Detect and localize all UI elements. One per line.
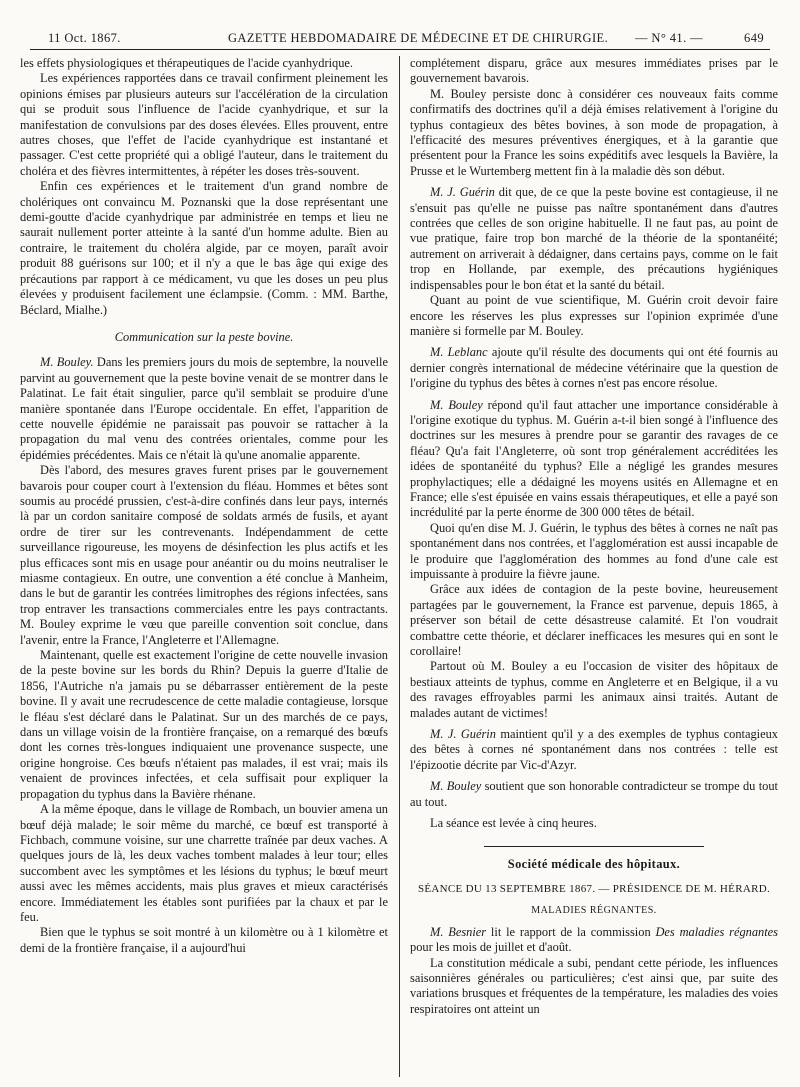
paragraph [410,779,778,810]
paragraph [410,925,778,956]
paragraph-text: répond qu'il faut attacher une importance considérable à l'origine exotique du typhus. M. Guérin a-t-il bien songé à l'influence des doctrines sur les mesures à prendre pour se garantir des ravages de ce fléau? Qu'a fait l'Angleterre, où sont trop généralement accréditées les idées de spontanéité du typhus? Elle a négligé les grandes mesures prophylactiques; elle a dédaigné les moyens usités en Allemagne et en France; elle s'est épuisée en vains essais thérapeutiques, et elle a payé son incrédulité par la perte énorme de 300 000 têtes de bétail. [410,397,778,520]
paragraph: La constitution médicale a subi, pendant cette période, les influences saisonnières générales ou particulières; c'est ainsi que, par suite des variations brusques et fréquentes de la température, les maladies des voies respiratoires ont atteint un [410,955,778,1016]
paragraph: Partout où M. Bouley a eu l'occasion de visiter des hôpitaux de bestiaux atteints de typhus, comme en Angleterre et en Belgique, il a vu des ravages effroyables parmi les animaux ainsi traités. Autant de malades autant de victimes! [410,659,778,720]
paragraph [20,355,388,463]
section-heading: Communication sur la peste bovine. [114,329,294,344]
paragraph-text: lit le rapport de la commission [486,924,656,939]
paragraph-text: ajoute qu'il résulte des documents qui ont été fournis au dernier congrès international de médecine vétérinaire que la question de l'origine du typhus des bêtes à cornes n'est pas encore résolue. [410,345,778,391]
header-date: 11 Oct. 1867. [48,31,121,45]
speaker-name: M. Bouley [430,397,483,412]
speaker-name: M. Bouley. [40,355,94,370]
header-page-number: 649 [744,31,764,45]
section-rule [484,846,704,847]
paragraph-text: Dans les premiers jours du mois de septembre, la nouvelle parvint au gouvernement que la peste bovine venait de se montrer dans le Palatinat. Le fait était singulier, parce qu'il semblait se produire d'une manière spontanée dans l'Europe occidentale. En effet, l'apparition de cette nouvelle épidémie ne paraissait pas pouvoir se rattacher à la propagation du mal venu des contrées orientales, comme pour les épidémies précédentes. Mais ce n'était là qu'une anomalie apparente. [20,355,388,462]
paragraph: Grâce aux idées de contagion de la peste bovine, heureusement partagées par le gouvernement, la France est parvenue, depuis 1865, à préserver son bétail de cette désastreuse calamité. Et l'on voudrait combattre cette théorie, et déclarer inefficaces les mesures qui en sont le corollaire! [410,582,778,659]
paragraph [410,398,778,521]
report-title: Des maladies régnantes [655,924,778,939]
paragraph-text: soutient que son honorable contradicteur se trompe du tout au tout. [410,779,778,809]
paragraph: Enfin ces expériences et le traitement d'un grand nombre de cholériques ont convaincu M. Poznanski que la dose représentant une demi-goutte d'acide cyanhydrique par administrée en temps et lieu ne saurait nullement porter atteinte à la santé d'un homme adulte. Bien au contraire, le traitement du choléra algide, par ce moyen, paraît avoir produit 88 guérisons sur 100; et il n'y a que le bas âge qui exige des précautions par rapport à ce médicament, vu que les doses un peu plus élevées y produisent facilement une éclampsie. (Comm. : MM. Barthe, Béclard, Mialhe.) [20,179,388,317]
paragraph: Quoi qu'en dise M. J. Guérin, le typhus des bêtes à cornes ne naît pas spontanément dans nos contrées, et l'agglomération est aussi incapable de le produire que l'agglomération des hommes au fond d'une cale est impuissante à produire la fièvre jaune. [410,520,778,581]
paragraph-text: maintient qu'il y a des exemples de typhus contagieux des bêtes à cornes né spontanément dans nos contrées : telle est l'épizootie décrite par Vic-d'Azyr. [410,727,778,772]
left-column [20,56,388,1077]
column-divider [399,56,400,1077]
speaker-name: M. Bouley [430,779,482,794]
running-header [30,29,770,50]
paragraph: A la même époque, dans le village de Rombach, un bouvier amena un bœuf déjà malade; le soir même du marché, ce bœuf est transporté à Fichbach, commune voisine, sur une charrette traînée par deux vaches. A quelques jours de là, les deux vaches tombent malades à leur tour; elles succombent avec les symptômes et les lésions du typhus; le bœuf meurt aussi avec les mêmes accidents, mais plus graves et mieux caractérisés encore. Immédiatement les étables sont purifiées par la chaux et par le feu. [20,802,388,924]
rubric-heading: MALADIES RÉGNANTES. [531,905,657,917]
paragraph: complétement disparu, grâce aux mesures immédiates prises par le gouvernement bavarois. [410,56,778,86]
speaker-name: M. Leblanc [430,345,488,360]
paragraph: les effets physiologiques et thérapeutiques de l'acide cyanhydrique. [20,56,354,70]
header-issue-number: — N° 41. — [635,31,704,45]
paragraph: Quant au point de vue scientifique, M. Guérin croit devoir faire encore les réserves les plus expresses sur l'opinion exprimée d'une manière si formelle par M. Bouley. [410,293,778,338]
paragraph [410,727,778,773]
paragraph: Dès l'abord, des mesures graves furent prises par le gouvernement bavarois pour couper court à l'extension du fléau. Hommes et bêtes sont soumis au procédé prussien, c'est-à-dire confinés dans leur pays, internés là par un cordon sanitaire composé de soldats armés de fusils, et ayant ordre de tirer sur les contrevenants. Indépendamment de cette surveillance rigoureuse, les moyens de désinfection les plus actifs et les plus efficaces sont mis en usage pour anéantir ou du moins neutraliser le miasme contagieux. En outre, une convention a été conclue à Manheim, dans le but de garantir les contrées limitrophes des régions infectées, sans trop entraver les transactions commerciales entre les pays contractants. M. Bouley exprime le vœu que pareille convention soit conclue, dans l'avenir, entre la France, l'Angleterre et l'Allemagne. [20,463,388,647]
paragraph: Maintenant, quelle est exactement l'origine de cette nouvelle invasion de la peste bovine sur les bords du Rhin? Depuis la guerre d'Italie de 1856, l'Autriche n'a jamais pu se débarrasser entièrement de la peste bovine. Il y avait une recrudescence de cette maladie contagieuse, lorsque le fléau s'est déclaré dans le Palatinat. Sur un des marchés de ce pays, dans un village voisin de la frontière française, on a remarqué des bœufs dont les cornes très-longues indiquaient une provenance suspecte, une origine hongroise. Ces bœufs n'étaient pas malades, il est vrai; mais ils venaient de provinces infectées, et cela suffisait pour expliquer la propagation du typhus dans la Bavière rhénane. [20,648,388,801]
paragraph-text: dit que, de ce que la peste bovine est contagieuse, il ne s'ensuit pas qu'elle ne puisse pas naître spontanément dans d'autres contrées que celles de son origine habituelle. Il ne faut pas, au point de vue pratique, faire trop bon marché de la théorie de la spontanéité; autrement on arriverait à dédaigner, dans certains pays, comme on le fait trop en Hollande, par exemple, des précautions hygiéniques indispensables pour le bon état et la santé du bétail. [410,185,778,292]
header-journal-title: GAZETTE HEBDOMADAIRE DE MÉDECINE ET DE CHIRURGIE. [228,31,609,45]
speaker-name: M. Besnier [430,924,487,939]
paragraph: Bien que le typhus se soit montré à un kilomètre ou à 1 kilomètre et demi de la frontière française, il a aujourd'hui [20,925,388,955]
paragraph-text: pour les mois de juillet et d'août. [410,940,572,955]
society-title: Société médicale des hôpitaux. [507,856,681,871]
speaker-name: M. J. Guérin [430,185,495,200]
paragraph [410,345,778,391]
paragraph: M. Bouley persiste donc à considérer ces nouveaux faits comme confirmatifs des doctrines qu'il a déjà émises relativement à l'origine du typhus contagieux des bêtes bovines, à son mode de propagation, à l'efficacité des mesures préventives énergiques, et à la garantie que présentent pour la France les soins expéditifs avec lesquels la Bavière, la Prusse et le Wurtemberg mettent fin à la maladie dès son début. [410,86,778,178]
paragraph: La séance est levée à cinq heures. [430,816,597,831]
paragraph: Les expériences rapportées dans ce travail confirment pleinement les opinions émises par plusieurs auteurs sur l'accélération de la circulation qui se produit sous l'influence de l'acide cyanhydrique, et sur la manifestation de convulsions par des doses élevées. Elles prouvent, entre autres choses, que l'effet de l'acide cyanhydrique est instantané et passager. C'est cette propriété qui a obligé l'auteur, dans le traitement du choléra et des fièvres intermittentes, à répéter les doses très-souvent. [20,71,388,178]
session-line: SÉANCE DU 13 SEPTEMBRE 1867. — PRÉSIDENCE DE M. HÉRARD. [417,882,771,895]
speaker-name: M. J. Guérin [430,727,496,742]
paragraph [410,185,778,293]
right-column [410,56,778,1077]
